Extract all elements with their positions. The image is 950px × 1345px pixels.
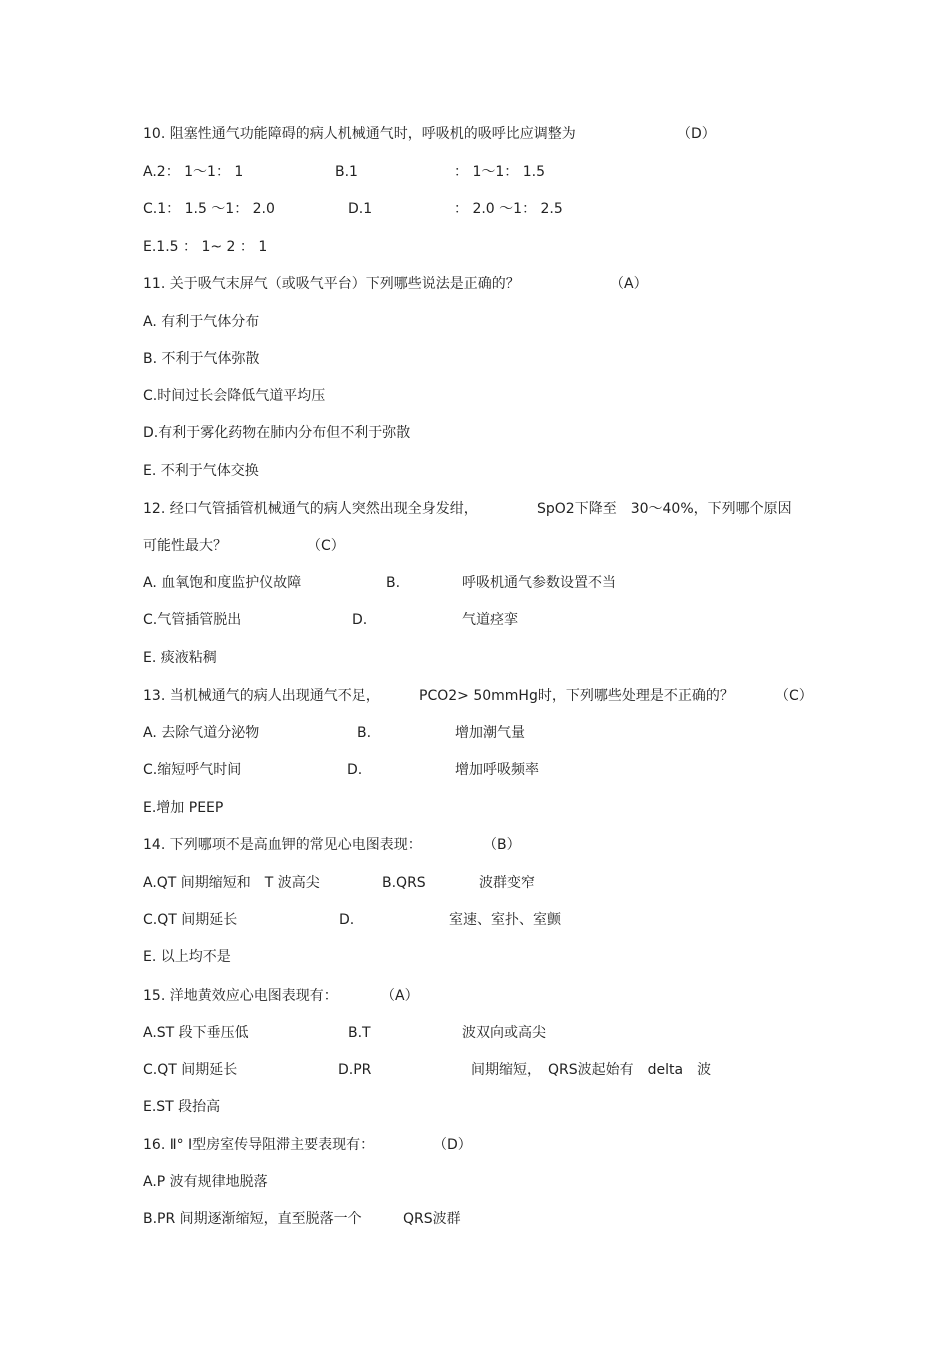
question-16-answer: （D） <box>433 1137 472 1153</box>
question-13-option-d-value: 增加呼吸频率 <box>455 762 539 778</box>
question-12-option-d-value: 气道痉挛 <box>462 612 518 628</box>
question-12-option-b-value: 呼吸机通气参数设置不当 <box>462 575 616 591</box>
question-14-option-c: C.QT 间期延长 <box>143 912 238 928</box>
question-14-stem: 14. 下列哪项不是高血钾的常见心电图表现： <box>143 837 422 853</box>
question-12-stem-part-3: 可能性最大？ <box>143 538 227 554</box>
question-15-option-c: C.QT 间期延长 <box>143 1062 238 1078</box>
question-14-option-d-value: 室速、室扑、室颤 <box>449 912 561 928</box>
question-11-option-b: B. 不利于气体弥散 <box>143 351 260 367</box>
question-10-option-b-value: ： 1～1： 1.5 <box>454 164 545 180</box>
question-10-option-b-label: B.1 <box>335 164 358 180</box>
question-11-answer: （A） <box>610 276 648 292</box>
question-14-option-d-label: D. <box>339 912 355 928</box>
question-13-option-b-label: B. <box>357 725 372 741</box>
question-12-option-a: A. 血氧饱和度监护仪故障 <box>143 575 302 591</box>
question-15-option-b-label: B.T <box>348 1025 371 1041</box>
question-14-option-b-value: 波群变窄 <box>479 875 535 891</box>
question-10-stem: 10. 阻塞性通气功能障碍的病人机械通气时，呼吸机的吸呼比应调整为 <box>143 126 576 142</box>
question-13-stem-part-2: PCO2> 50mmHg时，下列哪些处理是不正确的？ <box>419 688 734 704</box>
question-12-option-d-label: D. <box>352 612 368 628</box>
question-14-option-a: A.QT 间期缩短和 T 波高尖 <box>143 875 320 891</box>
question-10-answer: （D） <box>677 126 716 142</box>
question-15-option-e: E.ST 段抬高 <box>143 1099 221 1115</box>
question-13-option-d-label: D. <box>347 762 363 778</box>
question-15-option-d-value: 间期缩短， QRS波起始有 delta 波 <box>471 1062 712 1078</box>
question-10-option-e: E.1.5 ： 1~ 2 ： 1 <box>143 239 268 255</box>
question-12-answer: （C） <box>307 538 345 554</box>
question-15-option-b-value: 波双向或高尖 <box>462 1025 546 1041</box>
question-10-option-d-label: D.1 <box>348 201 373 217</box>
question-12-option-b-label: B. <box>386 575 401 591</box>
question-11-option-e: E. 不利于气体交换 <box>143 463 259 479</box>
question-13-option-a: A. 去除气道分泌物 <box>143 725 260 741</box>
question-13-option-b-value: 增加潮气量 <box>455 725 525 741</box>
question-12-stem-part-2: SpO2下降至 30～40%，下列哪个原因 <box>537 501 792 517</box>
question-16-option-b-part-1: B.PR 间期逐渐缩短，直至脱落一个 <box>143 1211 362 1227</box>
question-13-option-e: E.增加 PEEP <box>143 800 224 816</box>
question-15-stem: 15. 洋地黄效应心电图表现有： <box>143 988 338 1004</box>
question-10-option-c: C.1： 1.5 ～1： 2.0 <box>143 201 275 217</box>
question-14-answer: （B） <box>483 837 521 853</box>
question-15-answer: （A） <box>381 988 419 1004</box>
question-13-answer: （C） <box>775 688 813 704</box>
question-11-stem: 11. 关于吸气末屏气（或吸气平台）下列哪些说法是正确的？ <box>143 276 520 292</box>
question-14-option-b-label: B.QRS <box>382 875 426 891</box>
question-13-option-c: C.缩短呼气时间 <box>143 762 242 778</box>
question-14-option-e: E. 以上均不是 <box>143 949 231 965</box>
question-10-option-a: A.2： 1～1： 1 <box>143 164 244 180</box>
question-12-option-e: E. 痰液粘稠 <box>143 650 217 666</box>
question-15-option-a: A.ST 段下垂压低 <box>143 1025 249 1041</box>
question-11-option-d: D.有利于雾化药物在肺内分布但不利于弥散 <box>143 425 411 441</box>
question-11-option-a: A. 有利于气体分布 <box>143 314 260 330</box>
question-16-option-a: A.P 波有规律地脱落 <box>143 1174 268 1190</box>
question-15-option-d-label: D.PR <box>338 1062 372 1078</box>
question-11-option-c: C.时间过长会降低气道平均压 <box>143 388 326 404</box>
question-16-option-b-part-2: QRS波群 <box>403 1211 461 1227</box>
question-12-option-c: C.气管插管脱出 <box>143 612 242 628</box>
question-10-option-d-value: ： 2.0 ～1： 2.5 <box>454 201 563 217</box>
question-12-stem-part-1: 12. 经口气管插管机械通气的病人突然出现全身发绀， <box>143 501 478 517</box>
question-16-stem: 16. Ⅱ° Ⅰ型房室传导阻滞主要表现有： <box>143 1137 375 1153</box>
question-13-stem-part-1: 13. 当机械通气的病人出现通气不足， <box>143 688 380 704</box>
